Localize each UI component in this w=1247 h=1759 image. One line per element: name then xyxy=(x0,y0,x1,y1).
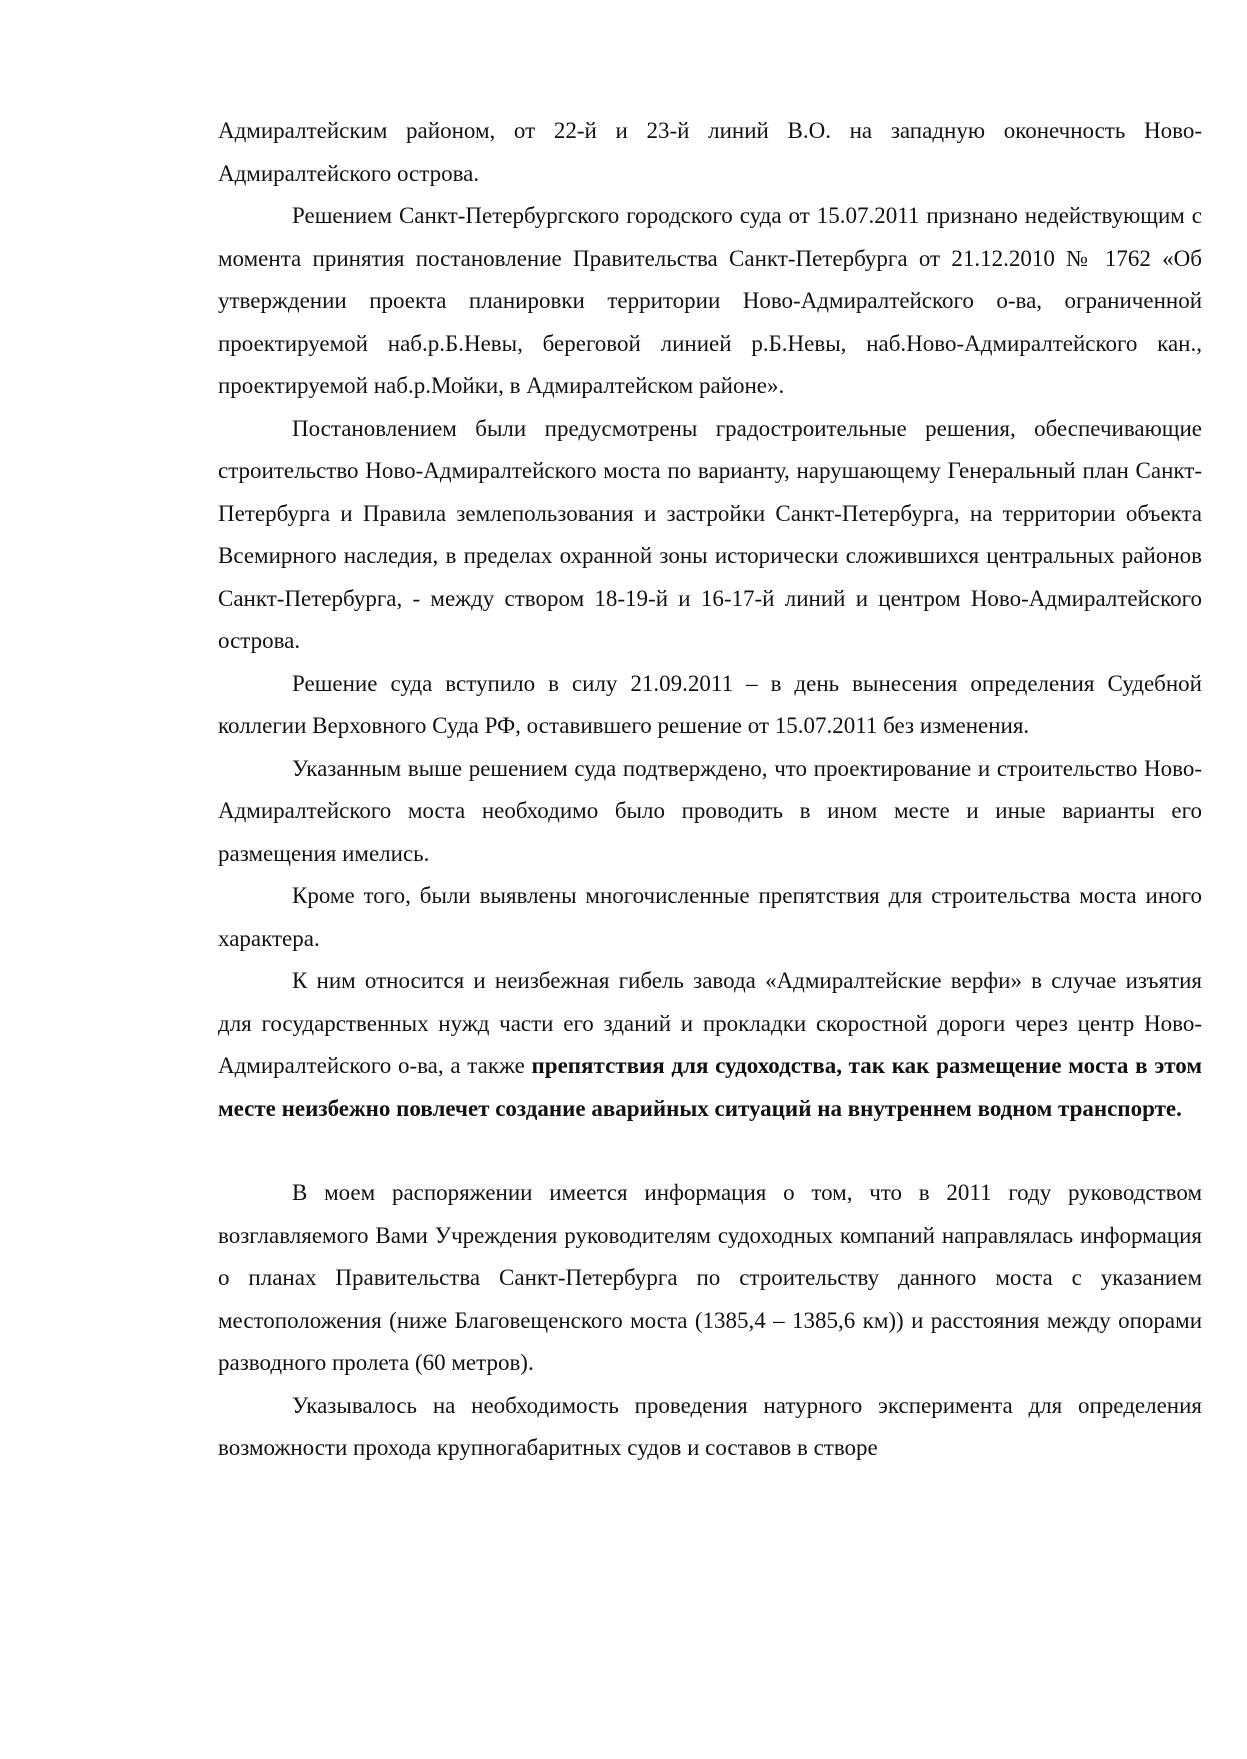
paragraph-court-decision: Решением Санкт-Петербургского городского суда от 15.07.2011 признано недействующим с момента принятия постановление Правительства Санкт-Петербурга от 21.12.2010 № 1762 «Об утверждении проекта планировки территории Ново-Адмиралтейского о-ва, ограниченной проектируемой наб.р.Б.Невы, береговой линией р.Б.Невы, наб.Ново-Адмиралтейского кан., проектируемой наб.р.Мойки, в Адмиралтейском районе». xyxy=(218,203,1202,398)
document-page xyxy=(218,110,1202,1470)
paragraph-shipyard xyxy=(218,960,1202,1130)
paragraph-experiment: Указывалось на необходимость проведения натурного эксперимента для определения возможности прохода крупногабаритных судов и составов в створе xyxy=(218,1392,1202,1460)
paragraph-resolution: Постановлением были предусмотрены градостроительные решения, обеспечивающие строительство Ново-Адмиралтейского моста по варианту, нарушающему Генеральный план Санкт-Петербурга и Правила землепользования и застройки Санкт-Петербурга, на территории объекта Всемирного наследия, в пределах охранной зоны исторически сложившихся центральных районов Санкт-Петербурга, - между створом 18-19-й и 16-17-й линий и центром Ново-Адмиралтейского острова. xyxy=(218,415,1202,653)
paragraph-shipyard-emphasis: препятствия для судоходства, так как размещение моста в этом месте неизбежно повлечет создание аварийных ситуаций на внутреннем водном транспорте. xyxy=(218,1053,1202,1121)
paragraph-continuation: Адмиралтейским районом, от 22-й и 23-й линий В.О. на западную оконечность Ново-Адмиралтейского острова. xyxy=(218,118,1202,186)
paragraph-shipyard-text: К ним относится и неизбежная гибель завода «Адмиралтейские верфи» в случае изъятия для государственных нужд части его зданий и прокладки скоростной дороги через центр Ново-Адмиралтейского о-ва, а также xyxy=(218,968,1202,1078)
paragraph-information: В моем распоряжении имеется информация о том, что в 2011 году руководством возглавляемого Вами Учреждения руководителям судоходных компаний направлялась информация о планах Правительства Санкт-Петербурга по строительству данного моста с указанием местоположения (ниже Благовещенского моста (1385,4 – 1385,6 км)) и расстояния между опорами разводного пролета (60 метров). xyxy=(218,1180,1202,1375)
paragraph-obstacles: Кроме того, были выявлены многочисленные препятствия для строительства моста иного характера. xyxy=(218,883,1202,951)
paragraph-decision-effective: Решение суда вступило в силу 21.09.2011 – в день вынесения определения Судебной коллегии Верховного Суда РФ, оставившего решение от 15.07.2011 без изменения. xyxy=(218,670,1202,738)
paragraph-confirmation: Указанным выше решением суда подтверждено, что проектирование и строительство Ново-Адмиралтейского моста необходимо было проводить в ином месте и иные варианты его размещения имелись. xyxy=(218,755,1202,866)
